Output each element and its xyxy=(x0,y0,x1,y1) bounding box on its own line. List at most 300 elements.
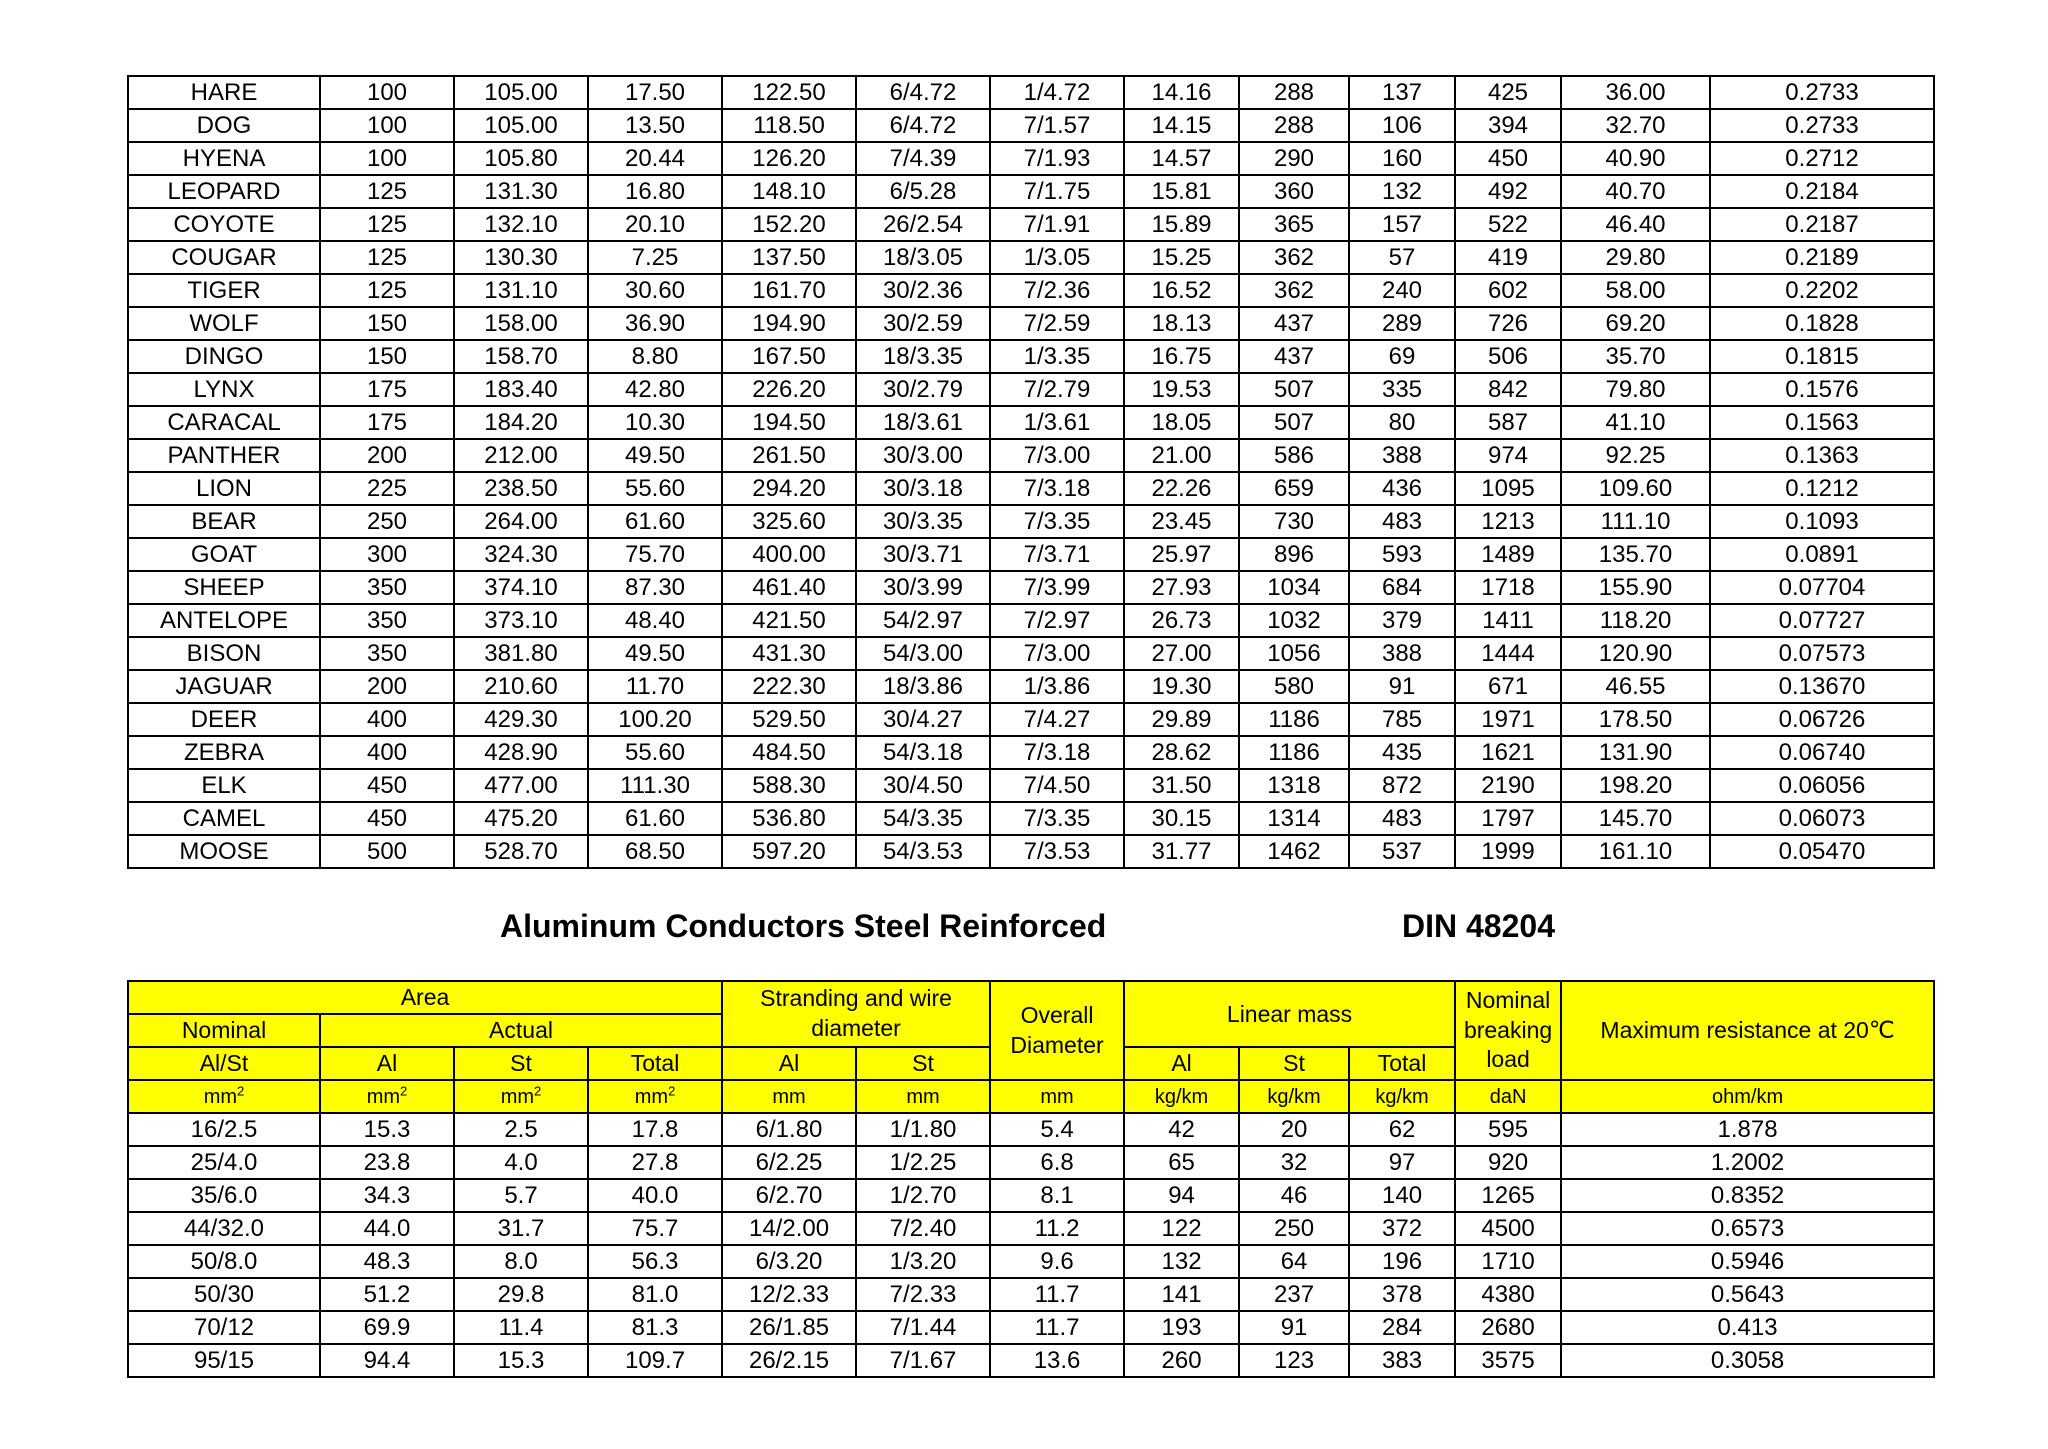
table-cell: 0.413 xyxy=(1561,1311,1934,1344)
unit-ohm-km: ohm/km xyxy=(1561,1080,1934,1113)
table-row xyxy=(128,538,1934,571)
table-cell: 26/2.54 xyxy=(856,208,990,241)
table-cell: 70/12 xyxy=(128,1311,320,1344)
table-cell: 288 xyxy=(1239,109,1349,142)
table-cell: 27.8 xyxy=(588,1146,722,1179)
table-cell: 100 xyxy=(320,76,454,109)
table-cell: 0.07704 xyxy=(1710,571,1934,604)
table-cell: 1/2.70 xyxy=(856,1179,990,1212)
table-cell: 1314 xyxy=(1239,802,1349,835)
table-cell: 362 xyxy=(1239,274,1349,307)
table-cell: 7/2.59 xyxy=(990,307,1124,340)
table-cell: 350 xyxy=(320,571,454,604)
table-row xyxy=(128,76,1934,109)
table-cell: 105.00 xyxy=(454,109,588,142)
table-cell: MOOSE xyxy=(128,835,320,868)
table-cell: 537 xyxy=(1349,835,1455,868)
table-cell: 0.1093 xyxy=(1710,505,1934,538)
breaking-load-header: Nominal breaking load xyxy=(1455,981,1561,1080)
table-cell: 477.00 xyxy=(454,769,588,802)
table-cell: 11.70 xyxy=(588,670,722,703)
table-row xyxy=(128,1212,1934,1245)
table-cell: 194.90 xyxy=(722,307,856,340)
table-cell: 684 xyxy=(1349,571,1455,604)
table-cell: 373.10 xyxy=(454,604,588,637)
table-cell: 29.80 xyxy=(1561,241,1710,274)
table-cell: 7/1.75 xyxy=(990,175,1124,208)
table-cell: 54/2.97 xyxy=(856,604,990,637)
table-cell: 507 xyxy=(1239,406,1349,439)
table-cell: 7/3.18 xyxy=(990,472,1124,505)
table-cell: 2190 xyxy=(1455,769,1561,802)
table-cell: 0.06740 xyxy=(1710,736,1934,769)
table-cell: 7/4.39 xyxy=(856,142,990,175)
table-cell: 0.5946 xyxy=(1561,1245,1934,1278)
table-cell: 29.8 xyxy=(454,1278,588,1311)
table-cell: 30/2.36 xyxy=(856,274,990,307)
table-cell: 325.60 xyxy=(722,505,856,538)
table-cell: 0.2733 xyxy=(1710,109,1934,142)
table-cell: 506 xyxy=(1455,340,1561,373)
table-cell: 105.00 xyxy=(454,76,588,109)
table-cell: 1.2002 xyxy=(1561,1146,1934,1179)
table-cell: 26/1.85 xyxy=(722,1311,856,1344)
table-row xyxy=(128,835,1934,868)
linear-mass-header: Linear mass xyxy=(1124,981,1455,1047)
table-cell: 40.70 xyxy=(1561,175,1710,208)
table-cell: 896 xyxy=(1239,538,1349,571)
table-cell: 36.00 xyxy=(1561,76,1710,109)
table-cell: 1999 xyxy=(1455,835,1561,868)
table-cell: 730 xyxy=(1239,505,1349,538)
table-cell: COUGAR xyxy=(128,241,320,274)
table-cell: 429.30 xyxy=(454,703,588,736)
table-cell: 137.50 xyxy=(722,241,856,274)
table-cell: 118.20 xyxy=(1561,604,1710,637)
table-cell: 1186 xyxy=(1239,703,1349,736)
table-cell: 46.40 xyxy=(1561,208,1710,241)
table-cell: 198.20 xyxy=(1561,769,1710,802)
table-cell: 200 xyxy=(320,439,454,472)
table-cell: 360 xyxy=(1239,175,1349,208)
table-cell: 421.50 xyxy=(722,604,856,637)
table-cell: 100 xyxy=(320,142,454,175)
table-cell: 46 xyxy=(1239,1179,1349,1212)
table-cell: 250 xyxy=(1239,1212,1349,1245)
table-cell: 2.5 xyxy=(454,1113,588,1146)
table-cell: 30/3.99 xyxy=(856,571,990,604)
table-cell: 226.20 xyxy=(722,373,856,406)
table-cell: 23.8 xyxy=(320,1146,454,1179)
table-cell: 50/8.0 xyxy=(128,1245,320,1278)
table-cell: 1/3.20 xyxy=(856,1245,990,1278)
table-cell: 106 xyxy=(1349,109,1455,142)
table-cell: 529.50 xyxy=(722,703,856,736)
standard-reference: DIN 48204 xyxy=(1402,908,1555,944)
table-cell: 26.73 xyxy=(1124,604,1239,637)
table-cell: 6/4.72 xyxy=(856,109,990,142)
table-cell: 11.7 xyxy=(990,1278,1124,1311)
table-cell: 1095 xyxy=(1455,472,1561,505)
table-cell: 20.44 xyxy=(588,142,722,175)
table-row xyxy=(128,1146,1934,1179)
table-cell: 1621 xyxy=(1455,736,1561,769)
table-cell: 7/3.35 xyxy=(990,802,1124,835)
table-cell: 132 xyxy=(1124,1245,1239,1278)
table-row xyxy=(128,175,1934,208)
area-st-header: St xyxy=(454,1047,588,1080)
table-row xyxy=(128,736,1934,769)
acsr-conductor-table xyxy=(127,75,1935,869)
table-cell: 131.90 xyxy=(1561,736,1710,769)
table-row xyxy=(128,274,1934,307)
stranding-header: Stranding and wire diameter xyxy=(722,981,990,1047)
table-cell: 122.50 xyxy=(722,76,856,109)
table-row xyxy=(128,703,1934,736)
table-cell: 528.70 xyxy=(454,835,588,868)
table-cell: 16.80 xyxy=(588,175,722,208)
table-cell: 8.0 xyxy=(454,1245,588,1278)
table-cell: 483 xyxy=(1349,505,1455,538)
table-cell: 30/4.50 xyxy=(856,769,990,802)
table-cell: 40.0 xyxy=(588,1179,722,1212)
table-cell: 394 xyxy=(1455,109,1561,142)
table-cell: 288 xyxy=(1239,76,1349,109)
table-cell: 500 xyxy=(320,835,454,868)
table-cell: 44/32.0 xyxy=(128,1212,320,1245)
table-cell: 125 xyxy=(320,274,454,307)
table-cell: 100.20 xyxy=(588,703,722,736)
table-cell: 68.50 xyxy=(588,835,722,868)
table-cell: 437 xyxy=(1239,340,1349,373)
table-cell: 51.2 xyxy=(320,1278,454,1311)
table-cell: 400 xyxy=(320,703,454,736)
table-cell: 3575 xyxy=(1455,1344,1561,1377)
table-cell: 7/3.71 xyxy=(990,538,1124,571)
table-cell: 14.16 xyxy=(1124,76,1239,109)
table-cell: 7/1.57 xyxy=(990,109,1124,142)
table-cell: 5.4 xyxy=(990,1113,1124,1146)
table-cell: 671 xyxy=(1455,670,1561,703)
table-cell: 131.30 xyxy=(454,175,588,208)
table-cell: 140 xyxy=(1349,1179,1455,1212)
table-cell: 0.1212 xyxy=(1710,472,1934,505)
table-cell: 1/2.25 xyxy=(856,1146,990,1179)
table-cell: 1318 xyxy=(1239,769,1349,802)
table-cell: 20.10 xyxy=(588,208,722,241)
actual-header: Actual xyxy=(320,1014,722,1047)
table-cell: 152.20 xyxy=(722,208,856,241)
table-cell: DINGO xyxy=(128,340,320,373)
unit-mm: mm xyxy=(856,1080,990,1113)
table-cell: 25.97 xyxy=(1124,538,1239,571)
table-cell: 0.1563 xyxy=(1710,406,1934,439)
area-header: Area xyxy=(128,981,722,1014)
table-cell: 1034 xyxy=(1239,571,1349,604)
table-cell: 58.00 xyxy=(1561,274,1710,307)
table-cell: 69.9 xyxy=(320,1311,454,1344)
table-cell: 6/4.72 xyxy=(856,76,990,109)
table-cell: 261.50 xyxy=(722,439,856,472)
table-cell: 184.20 xyxy=(454,406,588,439)
table-cell: 12/2.33 xyxy=(722,1278,856,1311)
table-cell: 27.00 xyxy=(1124,637,1239,670)
table-cell: 109.7 xyxy=(588,1344,722,1377)
table-cell: 8.1 xyxy=(990,1179,1124,1212)
table-cell: 7/3.35 xyxy=(990,505,1124,538)
table-cell: 16.52 xyxy=(1124,274,1239,307)
table-cell: 28.62 xyxy=(1124,736,1239,769)
table-cell: 19.30 xyxy=(1124,670,1239,703)
table-cell: 61.60 xyxy=(588,505,722,538)
table-cell: 0.1363 xyxy=(1710,439,1934,472)
table-cell: 435 xyxy=(1349,736,1455,769)
table-cell: 4380 xyxy=(1455,1278,1561,1311)
table-cell: 210.60 xyxy=(454,670,588,703)
table-row xyxy=(128,670,1934,703)
table-cell: 507 xyxy=(1239,373,1349,406)
table-cell: 4.0 xyxy=(454,1146,588,1179)
table-cell: 22.26 xyxy=(1124,472,1239,505)
table-cell: 0.2712 xyxy=(1710,142,1934,175)
table-cell: 161.70 xyxy=(722,274,856,307)
table-cell: 55.60 xyxy=(588,472,722,505)
table-cell: 0.2187 xyxy=(1710,208,1934,241)
table-cell: 7/1.44 xyxy=(856,1311,990,1344)
table-cell: 157 xyxy=(1349,208,1455,241)
table-cell: 378 xyxy=(1349,1278,1455,1311)
table-cell: 17.8 xyxy=(588,1113,722,1146)
table-cell: 0.06726 xyxy=(1710,703,1934,736)
table-cell: 450 xyxy=(320,769,454,802)
table-cell: 289 xyxy=(1349,307,1455,340)
resistance-header: Maximum resistance at 20℃ xyxy=(1561,981,1934,1080)
table-cell: 50/30 xyxy=(128,1278,320,1311)
table-cell: 81.3 xyxy=(588,1311,722,1344)
table-cell: 123 xyxy=(1239,1344,1349,1377)
table-cell: 0.13670 xyxy=(1710,670,1934,703)
table-cell: 436 xyxy=(1349,472,1455,505)
table-cell: 16/2.5 xyxy=(128,1113,320,1146)
table-cell: 25/4.0 xyxy=(128,1146,320,1179)
table-cell: 193 xyxy=(1124,1311,1239,1344)
table-cell: 161.10 xyxy=(1561,835,1710,868)
table-cell: 120.90 xyxy=(1561,637,1710,670)
table-cell: 11.7 xyxy=(990,1311,1124,1344)
table-cell: 55.60 xyxy=(588,736,722,769)
table-cell: 200 xyxy=(320,670,454,703)
table-cell: 383 xyxy=(1349,1344,1455,1377)
table-cell: 290 xyxy=(1239,142,1349,175)
table-cell: 20 xyxy=(1239,1113,1349,1146)
table-cell: 7/1.93 xyxy=(990,142,1124,175)
table-cell: 15.3 xyxy=(320,1113,454,1146)
table-cell: 175 xyxy=(320,373,454,406)
table-row xyxy=(128,472,1934,505)
table-cell: 62 xyxy=(1349,1113,1455,1146)
table-cell: 16.75 xyxy=(1124,340,1239,373)
table-cell: 126.20 xyxy=(722,142,856,175)
table-cell: 431.30 xyxy=(722,637,856,670)
table-cell: 35.70 xyxy=(1561,340,1710,373)
table-cell: 11.4 xyxy=(454,1311,588,1344)
table-cell: SHEEP xyxy=(128,571,320,604)
table-cell: 42 xyxy=(1124,1113,1239,1146)
table-cell: 91 xyxy=(1239,1311,1349,1344)
table-cell: 137 xyxy=(1349,76,1455,109)
table-cell: 6/2.25 xyxy=(722,1146,856,1179)
table-cell: 4500 xyxy=(1455,1212,1561,1245)
table-cell: 69 xyxy=(1349,340,1455,373)
table-row xyxy=(128,109,1934,142)
table-cell: 1718 xyxy=(1455,571,1561,604)
table-cell: 0.3058 xyxy=(1561,1344,1934,1377)
mass-total-header: Total xyxy=(1349,1047,1455,1080)
table-cell: 1/3.35 xyxy=(990,340,1124,373)
table-cell: 109.60 xyxy=(1561,472,1710,505)
table-cell: 0.1828 xyxy=(1710,307,1934,340)
table-cell: ELK xyxy=(128,769,320,802)
table-row xyxy=(128,208,1934,241)
table-cell: 1710 xyxy=(1455,1245,1561,1278)
table-cell: 13.6 xyxy=(990,1344,1124,1377)
table-cell: 0.1815 xyxy=(1710,340,1934,373)
table-row xyxy=(128,604,1934,637)
table-cell: 595 xyxy=(1455,1113,1561,1146)
table-cell: 19.53 xyxy=(1124,373,1239,406)
table-cell: 350 xyxy=(320,637,454,670)
table-cell: CARACAL xyxy=(128,406,320,439)
table-cell: 14.57 xyxy=(1124,142,1239,175)
table-cell: 132.10 xyxy=(454,208,588,241)
table-row xyxy=(128,241,1934,274)
table-cell: 79.80 xyxy=(1561,373,1710,406)
table-cell: LYNX xyxy=(128,373,320,406)
table-cell: 15.25 xyxy=(1124,241,1239,274)
table-cell: LEOPARD xyxy=(128,175,320,208)
table-cell: 122 xyxy=(1124,1212,1239,1245)
table-cell: 14/2.00 xyxy=(722,1212,856,1245)
table-cell: 135.70 xyxy=(1561,538,1710,571)
table-cell: 1462 xyxy=(1239,835,1349,868)
table-cell: 222.30 xyxy=(722,670,856,703)
table-cell: 580 xyxy=(1239,670,1349,703)
table-cell: 587 xyxy=(1455,406,1561,439)
table-cell: 1.878 xyxy=(1561,1113,1934,1146)
table-cell: 145.70 xyxy=(1561,802,1710,835)
table-cell: 872 xyxy=(1349,769,1455,802)
table-cell: 30/3.71 xyxy=(856,538,990,571)
table-cell: 1265 xyxy=(1455,1179,1561,1212)
table-cell: 56.3 xyxy=(588,1245,722,1278)
table-cell: 400 xyxy=(320,736,454,769)
table-cell: 35/6.0 xyxy=(128,1179,320,1212)
table-cell: 30/2.79 xyxy=(856,373,990,406)
table-cell: 7/3.00 xyxy=(990,637,1124,670)
table-cell: 350 xyxy=(320,604,454,637)
table-cell: 30/2.59 xyxy=(856,307,990,340)
table-cell: 23.45 xyxy=(1124,505,1239,538)
table-row xyxy=(128,637,1934,670)
table-cell: 7/4.27 xyxy=(990,703,1124,736)
table-cell: 6/2.70 xyxy=(722,1179,856,1212)
table-cell: 30.60 xyxy=(588,274,722,307)
table-header xyxy=(128,981,1934,1113)
table-cell: 27.93 xyxy=(1124,571,1239,604)
table-cell: 1444 xyxy=(1455,637,1561,670)
table-cell: 7.25 xyxy=(588,241,722,274)
table-cell: 30/3.35 xyxy=(856,505,990,538)
table-cell: 97 xyxy=(1349,1146,1455,1179)
table-cell: 7/1.91 xyxy=(990,208,1124,241)
table-cell: 475.20 xyxy=(454,802,588,835)
table-cell: 0.5643 xyxy=(1561,1278,1934,1311)
table-cell: 260 xyxy=(1124,1344,1239,1377)
table-cell: 238.50 xyxy=(454,472,588,505)
table-cell: 13.50 xyxy=(588,109,722,142)
table-cell: 18.13 xyxy=(1124,307,1239,340)
table-cell: 1/1.80 xyxy=(856,1113,990,1146)
table-cell: 1056 xyxy=(1239,637,1349,670)
table-cell: 30/3.18 xyxy=(856,472,990,505)
table-cell: 61.60 xyxy=(588,802,722,835)
table-cell: 194.50 xyxy=(722,406,856,439)
unit-mm2: $mm^2$ xyxy=(128,1080,320,1113)
table-cell: 7/2.36 xyxy=(990,274,1124,307)
table-cell: 0.07727 xyxy=(1710,604,1934,637)
table-cell: 26/2.15 xyxy=(722,1344,856,1377)
table-cell: 41.10 xyxy=(1561,406,1710,439)
table-cell: HYENA xyxy=(128,142,320,175)
table-cell: 7/1.67 xyxy=(856,1344,990,1377)
table-cell: 1213 xyxy=(1455,505,1561,538)
table-cell: 32.70 xyxy=(1561,109,1710,142)
table-cell: 64 xyxy=(1239,1245,1349,1278)
unit-kg-km: kg/km xyxy=(1349,1080,1455,1113)
table-cell: 0.8352 xyxy=(1561,1179,1934,1212)
table-cell: 160 xyxy=(1349,142,1455,175)
table-cell: 10.30 xyxy=(588,406,722,439)
table-cell: 17.50 xyxy=(588,76,722,109)
table-cell: 7/4.50 xyxy=(990,769,1124,802)
table-cell: 425 xyxy=(1455,76,1561,109)
table-cell: 81.0 xyxy=(588,1278,722,1311)
table-cell: 87.30 xyxy=(588,571,722,604)
table-cell: 150 xyxy=(320,307,454,340)
table-cell: 428.90 xyxy=(454,736,588,769)
table-cell: 9.6 xyxy=(990,1245,1124,1278)
table-cell: 42.80 xyxy=(588,373,722,406)
table-cell: 94.4 xyxy=(320,1344,454,1377)
table-cell: 178.50 xyxy=(1561,703,1710,736)
table-cell: 483 xyxy=(1349,802,1455,835)
table-cell: 2680 xyxy=(1455,1311,1561,1344)
table-body xyxy=(128,1113,1934,1377)
table-cell: 65 xyxy=(1124,1146,1239,1179)
unit-kg-km: kg/km xyxy=(1239,1080,1349,1113)
table-cell: BEAR xyxy=(128,505,320,538)
wire-al-header: Al xyxy=(722,1047,856,1080)
table-cell: 125 xyxy=(320,208,454,241)
table-cell: 225 xyxy=(320,472,454,505)
table-cell: 131.10 xyxy=(454,274,588,307)
table-cell: 167.50 xyxy=(722,340,856,373)
table-cell: 158.70 xyxy=(454,340,588,373)
table-cell: 15.89 xyxy=(1124,208,1239,241)
table-cell: 29.89 xyxy=(1124,703,1239,736)
unit-dan: daN xyxy=(1455,1080,1561,1113)
table-cell: CAMEL xyxy=(128,802,320,835)
